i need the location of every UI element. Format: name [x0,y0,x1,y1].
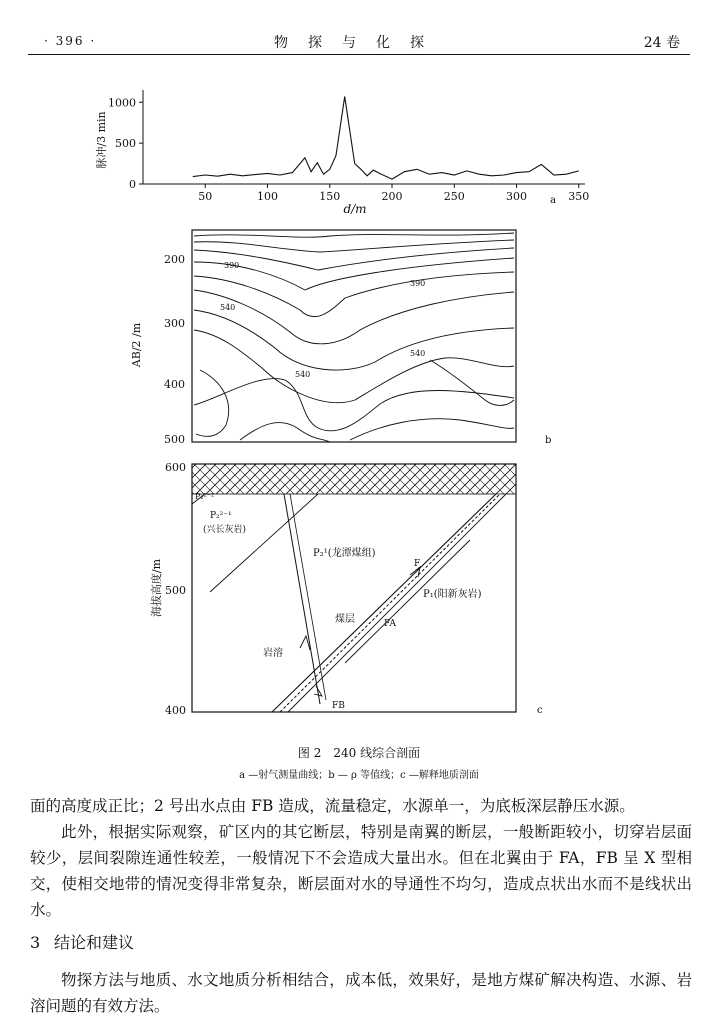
x-tick-label: 150 [319,190,341,203]
fault-fa [288,494,506,712]
y-tick-label: 1000 [108,96,136,110]
label-fb: FB [332,701,345,711]
panel-b-ytick: 400 [164,378,185,391]
x-tick-label: 300 [506,190,528,203]
section-heading [30,930,134,953]
x-tick-label: 200 [381,190,403,203]
panel-a-label: a [550,195,556,206]
resistivity-contours [194,233,514,442]
label-f: F [414,559,421,569]
x-tick-label: 350 [568,190,590,203]
panel-a [94,90,589,216]
contour-label: 540 [220,303,236,312]
x-tick-label: 250 [443,190,465,203]
contour-label: 390 [224,261,240,270]
journal-title: 物探与化探 [274,35,444,51]
fault-fb-2 [290,494,326,700]
bedding-line [210,494,318,592]
panel-b [130,230,551,446]
y-tick-label: 500 [115,137,136,151]
panel-b-label: b [545,435,552,446]
coal-seam-dash [280,494,500,712]
panel-b-ytick: 200 [164,253,185,266]
panel-c-label: c [537,705,543,716]
label-maokou: P₁(阳新灰岩) [423,589,482,600]
fault-fb [284,494,320,704]
section-title: 结论和建议 [54,933,135,952]
panel-c-frame [192,464,516,712]
volume-label: 24 卷 [643,35,680,51]
contour-label: 390 [410,279,426,288]
panel-b-ytick: 300 [164,317,185,330]
radon-curve [193,97,579,180]
contour-label: 540 [295,370,311,379]
panel-c [149,461,543,717]
label-coal-seam: 煤层 [335,614,355,625]
label-karst: 岩溶 [263,648,283,659]
panel-a-ylabel: 脉冲/3 min [95,111,108,169]
figure-caption: 图 2 240 线综合剖面 [297,746,421,760]
panel-c-ylabel: 海拔高度/m [150,558,163,618]
paragraph-2: 此外，根据实际观察，矿区内的其它断层，特别是南翼的断层，一般断距较小，切穿岩层面较少，层间裂隙连通性较差，一般情况下不会造成大量出水。但在北翼由于 FA，FB 呈 X 型相交，使相交地带的情况变得非常复杂，断层面对水的导通性不均匀，造成点状出水而不是线状出水。 [30,823,692,919]
label-fa: FA [384,619,396,629]
panel-a-xlabel: d/m [343,202,367,216]
page-number: · 396 · [44,34,97,48]
panel-b-ytick: 500 [164,433,185,446]
paragraph-1: 面的高度成正比；2 号出水点由 FB 造成，流量稳定，水源单一，为底板深层静压水源。 [30,797,635,815]
label-p2-upper: P₂²⁻² [195,492,215,501]
panel-a-x-ticks [198,184,589,203]
section-number: 3 [30,933,41,952]
label-p2-middle: P₂²⁻¹ [210,511,232,521]
figure-subcaption: a —射气测量曲线；b — ρ 等值线；c —解释地质剖面 [239,770,479,781]
coal-seam-line [272,494,496,712]
paragraph-3: 物探方法与地质、水文地质分析相结合，成本低，效果好，是地方煤矿解决构造、水源、岩溶问题的有效方法。 [30,971,692,1015]
x-tick-label: 100 [257,190,279,203]
panel-c-ytick: 600 [165,461,186,474]
surface-cover-layer [192,464,516,494]
panel-a-y-ticks [108,96,143,191]
x-tick-label: 50 [198,190,213,203]
panel-b-ylabel: AB/2 /m [130,322,143,368]
y-tick-label: 0 [129,178,136,191]
contour-label: 540 [410,349,426,358]
panel-c-ytick: 500 [165,584,186,597]
label-longtan: P₂¹(龙潭煤组) [313,548,376,559]
label-xingchang: (兴长灰岩) [203,525,247,535]
panel-c-ytick: 400 [165,704,186,717]
